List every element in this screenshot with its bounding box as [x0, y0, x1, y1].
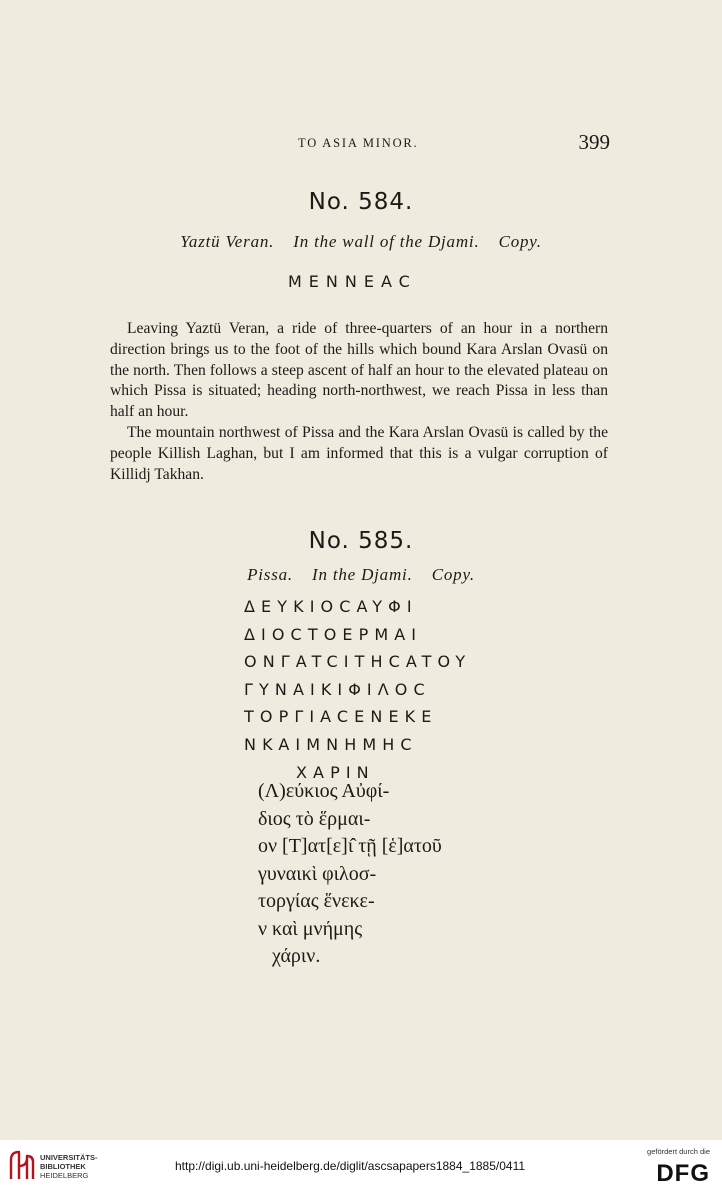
entry-584-heading: No. 584.: [308, 189, 414, 215]
inscription-line: ΔEYKIOCAYΦI: [244, 597, 418, 616]
dfg-logo: DFG: [656, 1160, 710, 1187]
entry-585-inscription: [244, 597, 471, 790]
inscription-line: ΓYNAIKIΦIΛOC: [244, 679, 431, 699]
running-head: [110, 130, 610, 156]
inscription-line: XAPIN: [296, 762, 375, 782]
entry-585-heading: No. 585.: [308, 528, 414, 554]
running-title: TO ASIA MINOR.: [298, 136, 419, 150]
funding-caption: gefördert durch die: [647, 1147, 710, 1156]
entry-585-copy: Copy.: [431, 565, 475, 584]
entry-584-note: In the wall of the Djami.: [293, 232, 480, 251]
transcription-line: (Λ)εύκιος Αὐφί-: [258, 780, 390, 802]
body-paragraph-1: Leaving Yaztü Veran, a ride of three-quarters of an hour in a northern direction brings us to the foot of the hills which bound Kara Arslan Ovasü on the north. Then follows a steep ascent of half an hour to the elevated plateau on which Pissa is situated; heading north-northwest, we reach Pissa in less than half an hour.: [110, 320, 608, 421]
university-library-logo-icon: [8, 1148, 36, 1182]
entry-584-copy: Copy.: [498, 232, 542, 251]
transcription-line: διος τὸ ἕρμαι-: [258, 807, 371, 830]
digitization-footer: [0, 1140, 722, 1194]
source-url-link[interactable]: http://digi.ub.uni-heidelberg.de/diglit/ascsapapers1884_1885/0411: [175, 1159, 526, 1173]
entry-585-location: Pissa.: [247, 565, 293, 584]
body-paragraph-2: The mountain northwest of Pissa and the Kara Arslan Ovasü is called by the people Killish Laghan, but I am informed that this is a vulgar corruption of Killidj Takhan.: [110, 424, 608, 483]
transcription-line: γυναικὶ φιλοσ-: [258, 862, 377, 885]
transcription-line: χάριν.: [272, 945, 321, 967]
entry-584-subheading: [0, 232, 722, 252]
transcription-line: ν καὶ μνήμης: [258, 917, 363, 940]
entry-585-transcription: [258, 780, 442, 973]
entry-585-note: In the Djami.: [312, 565, 413, 584]
inscription-line: ΔIOCTOEPMAI: [244, 624, 423, 644]
entry-585-subheading: [0, 565, 722, 585]
entry-584-inscription: MENNEAC: [288, 272, 417, 291]
transcription-line: ον [Τ]ατ[ε]ι̂ τῇ [ἑ]ατοῦ: [258, 835, 442, 857]
inscription-line: NKAIMNHMHC: [244, 734, 418, 754]
inscription-line: ONΓATCITHCATOY: [244, 652, 472, 672]
page-number: 399: [578, 130, 610, 154]
transcription-line: τοργίας ἕνεκε-: [258, 890, 375, 912]
entry-584-location: Yaztü Veran.: [180, 232, 275, 251]
library-name: UNIVERSITÄTS- BIBLIOTHEK HEIDELBERG: [40, 1153, 98, 1180]
inscription-line: TOPΓIACENEKE: [244, 707, 438, 727]
